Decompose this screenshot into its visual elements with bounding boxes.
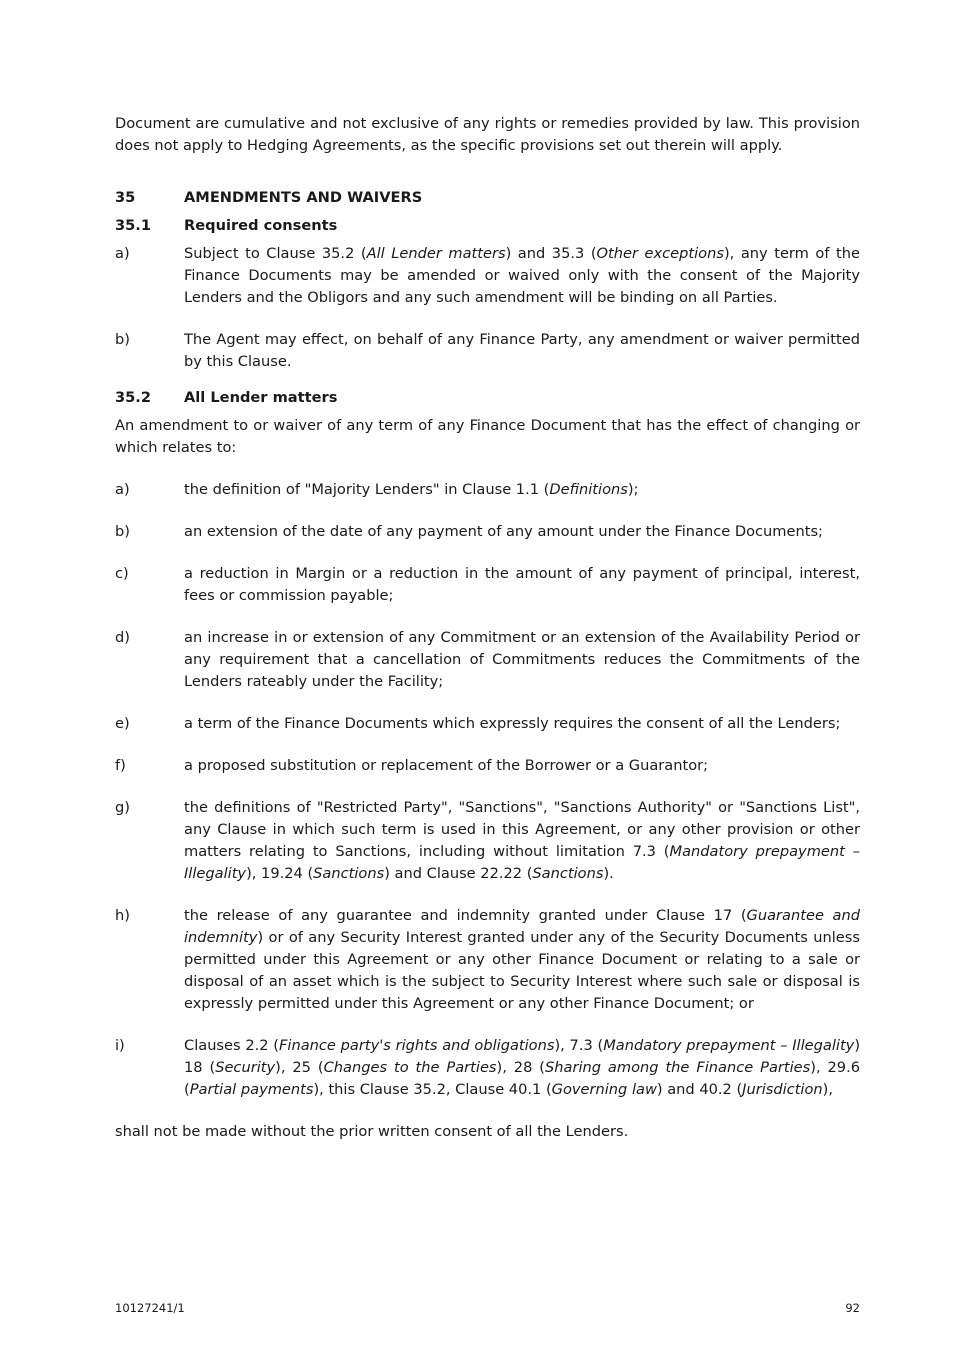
clause-number: 35.2 (115, 389, 152, 406)
section-35-heading (115, 187, 860, 209)
item-text: The Agent may effect, on behalf of any Finance Party, any amendment or waiver permitted by this Clause. (184, 331, 860, 370)
item-text: an extension of the date of any payment of any amount under the Finance Documents; (184, 523, 823, 540)
item-label: e) (115, 715, 130, 732)
closing-paragraph: shall not be made without the prior written consent of all the Lenders. (115, 1123, 629, 1140)
item-text: a term of the Finance Documents which expressly requires the consent of all the Lenders; (184, 715, 841, 732)
item-label: d) (115, 629, 130, 646)
item-label: b) (115, 331, 130, 348)
item-text: the definitions of "Restricted Party", "Sanctions", "Sanctions Authority" or "Sanctions List", any Clause in which such term is used in this Agreement, or any other provision or other matters relating to Sanctions, including without limitation 7.3 (Mandatory prepayment – Illegality), 19.24 (Sanctions) and Clause 22.22 (Sanctions). (184, 799, 861, 882)
item-text: Clauses 2.2 (Finance party's rights and obligations), 7.3 (Mandatory prepayment – Illegality) 18 (Security), 25 (Changes to the Parties), 28 (Sharing among the Finance Parties), 29.6 (Partial payments), this Clause 35.2, Clause 40.1 (Governing law) and 40.2 (Jurisdiction), (184, 1037, 861, 1098)
list-item (115, 563, 860, 607)
item-label: i) (115, 1037, 125, 1054)
clause-35-1-heading (115, 215, 860, 237)
section-number: 35 (115, 189, 136, 206)
section-title: AMENDMENTS AND WAIVERS (184, 189, 423, 206)
intro-paragraph: Document are cumulative and not exclusive of any rights or remedies provided by law. This provision does not apply to Hedging Agreements, as the specific provisions set out therein will apply. (115, 115, 860, 154)
page-footer (115, 1301, 860, 1315)
item-text: the definition of "Majority Lenders" in Clause 1.1 (Definitions); (184, 481, 639, 498)
item-label: a) (115, 245, 130, 262)
list-item (115, 479, 860, 501)
item-label: a) (115, 481, 130, 498)
item-text: a proposed substitution or replacement of the Borrower or a Guarantor; (184, 757, 709, 774)
clause-title: All Lender matters (184, 389, 338, 406)
clause-35-1-b (115, 329, 860, 373)
page-number: 92 (845, 1301, 860, 1315)
clause-35-2-heading (115, 387, 860, 409)
item-text: Subject to Clause 35.2 (All Lender matters) and 35.3 (Other exceptions), any term of the Finance Documents may be amended or waived only with the consent of the Majority Lenders and the Obligors and any such amendment will be binding on all Parties. (184, 245, 860, 306)
list-item (115, 1035, 860, 1101)
item-text: the release of any guarantee and indemnity granted under Clause 17 (Guarantee and indemnity) or of any Security Interest granted under any of the Security Documents unless permitted under this Agreement or any other Finance Document or relating to a sale or disposal of an asset which is the subject to Security Interest where such sale or disposal is expressly permitted under this Agreement or any other Finance Document; or (184, 907, 860, 1012)
list-item (115, 905, 860, 1015)
list-item (115, 713, 860, 735)
clause-35-1-a (115, 243, 860, 309)
item-text: an increase in or extension of any Commitment or an extension of the Availability Period or any requirement that a cancellation of Commitments reduces the Commitments of the Lenders rateably under the Facility; (184, 629, 860, 690)
clause-35-2-lead: An amendment to or waiver of any term of any Finance Document that has the effect of changing or which relates to: (115, 417, 860, 456)
item-label: c) (115, 565, 129, 582)
item-label: f) (115, 757, 126, 774)
clause-title: Required consents (184, 217, 338, 234)
item-text: a reduction in Margin or a reduction in the amount of any payment of principal, interest, fees or commission payable; (184, 565, 860, 604)
all-lender-matters-list (115, 479, 860, 1101)
item-label: b) (115, 523, 130, 540)
document-page (115, 113, 860, 1143)
item-label: g) (115, 799, 130, 816)
list-item (115, 797, 860, 885)
list-item (115, 755, 860, 777)
list-item (115, 627, 860, 693)
list-item (115, 521, 860, 543)
item-label: h) (115, 907, 130, 924)
document-reference: 10127241/1 (115, 1301, 185, 1315)
clause-number: 35.1 (115, 217, 152, 234)
